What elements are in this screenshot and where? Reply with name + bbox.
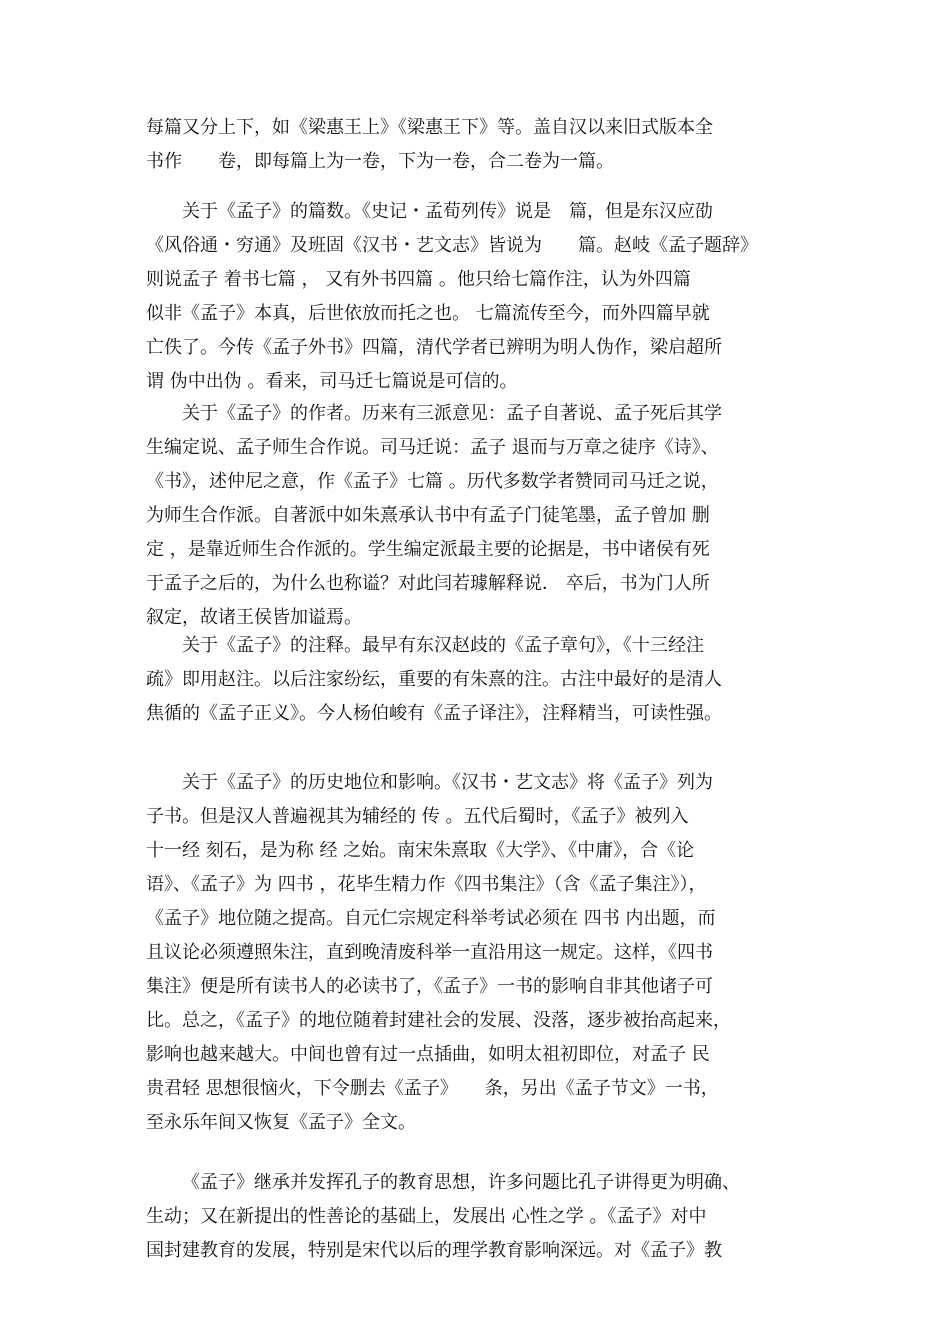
text-line: 子书。但是汉人普遍视其为辅经的 传 。五代后蜀时，《孟子》被列入 bbox=[146, 806, 689, 827]
text-line: 《风俗通・穷通》及班固《汉书・艺文志》皆说为 篇。赵岐《孟子题辞》 bbox=[146, 235, 758, 256]
text-line: 贵君轻 思想很恼火，下令删去《孟子》 条，另出《孟子节文》一书， bbox=[146, 1078, 719, 1099]
text-line: 至永乐年间又恢复《孟子》全文。 bbox=[146, 1112, 416, 1133]
paragraph-historical-influence bbox=[146, 766, 806, 1140]
text-line: 影响也越来越大。中间也曾有过一点插曲，如明太祖初即位，对孟子 民 bbox=[146, 1044, 710, 1065]
text-line: 于孟子之后的，为什么也称谥？对此闫若璩解释说． 卒后，书为门人所 bbox=[146, 573, 710, 594]
text-line: 疏》即用赵注。以后注家纷纭，重要的有朱熹的注。古注中最好的是清人 bbox=[146, 669, 722, 690]
text-line: 《书》，述仲尼之意，作《孟子》七篇 。历代多数学者赞同司马迁之说， bbox=[146, 471, 719, 492]
text-line: 关于《孟子》的篇数。《史记・孟荀列传》说是 篇，但是东汉应劭 bbox=[182, 201, 713, 222]
text-line: 亡佚了。今传《孟子外书》四篇，清代学者已辨明为明人伪作，梁启超所 bbox=[146, 337, 722, 358]
text-line: 关于《孟子》的作者。历来有三派意见：孟子自著说、孟子死后其学 bbox=[182, 403, 722, 424]
text-line: 谓 伪中出伪 。看来，司马迁七篇说是可信的。 bbox=[146, 371, 518, 392]
text-line: 定 ，是靠近师生合作派的。学生编定派最主要的论据是，书中诸侯有死 bbox=[146, 539, 710, 560]
text-line: 每篇又分上下，如《梁惠王上》《梁惠王下》等。盖自汉以来旧式版本全 bbox=[146, 117, 713, 138]
text-line: 则说孟子 着书七篇 ， 又有外书四篇 。他只给七篇作注，认为外四篇 bbox=[146, 269, 691, 290]
text-line: 为师生合作派。自著派中如朱熹承认书中有孟子门徒笔墨，孟子曾加 删 bbox=[146, 505, 710, 526]
paragraph-educational-thought bbox=[146, 1166, 806, 1268]
text-line: 《孟子》地位随之提高。自元仁宗规定科举考试必须在 四书 内出题，而 bbox=[146, 908, 716, 929]
text-line: 十一经 刻石，是为称 经 之始。南宋朱熹取《大学》、《中庸》，合《论 bbox=[146, 840, 695, 861]
paragraph-authorship bbox=[146, 397, 806, 635]
text-line: 焦循的《孟子正义》。今人杨伯峻有《孟子译注》，注释精当，可读性强。 bbox=[146, 703, 722, 724]
paragraph-commentaries bbox=[146, 629, 806, 731]
text-line: 生动；又在新提出的性善论的基础上，发展出 心性之学 。《孟子》对中 bbox=[146, 1206, 707, 1227]
text-line: 生编定说、孟子师生合作说。司马迁说：孟子 退而与万章之徒序《诗》、 bbox=[146, 437, 719, 458]
paragraph-chapter-division bbox=[146, 111, 806, 179]
text-line: 似非《孟子》本真，后世依放而托之也。 七篇流传至今，而外四篇早就 bbox=[146, 303, 710, 324]
text-line: 语》、《孟子》为 四书 ，花毕生精力作《四书集注》（含《孟子集注》）， bbox=[146, 874, 707, 895]
text-line: 集注》便是所有读书人的必读书了，《孟子》一书的影响自非其他诸子可 bbox=[146, 976, 713, 997]
text-line: 书作 卷，即每篇上为一卷，下为一卷，合二卷为一篇。 bbox=[146, 151, 614, 172]
text-line: 叙定，故诸王侯皆加谥焉。 bbox=[146, 607, 362, 628]
text-line: 关于《孟子》的历史地位和影响。《汉书・艺文志》将《孟子》列为 bbox=[182, 772, 713, 793]
text-line: 《孟子》继承并发挥孔子的教育思想，许多问题比孔子讲得更为明确、 bbox=[182, 1172, 740, 1193]
text-line: 国封建教育的发展，特别是宋代以后的理学教育影响深远。对《孟子》教 bbox=[146, 1240, 722, 1261]
text-line: 比。总之，《孟子》的地位随着封建社会的发展、没落，逐步被抬高起来， bbox=[146, 1010, 731, 1031]
text-line: 且议论必须遵照朱注，直到晚清废科举一直沿用这一规定。这样，《四书 bbox=[146, 942, 713, 963]
paragraph-chapter-count bbox=[146, 195, 806, 399]
text-line: 关于《孟子》的注释。最早有东汉赵歧的《孟子章句》，《十三经注 bbox=[182, 635, 704, 656]
